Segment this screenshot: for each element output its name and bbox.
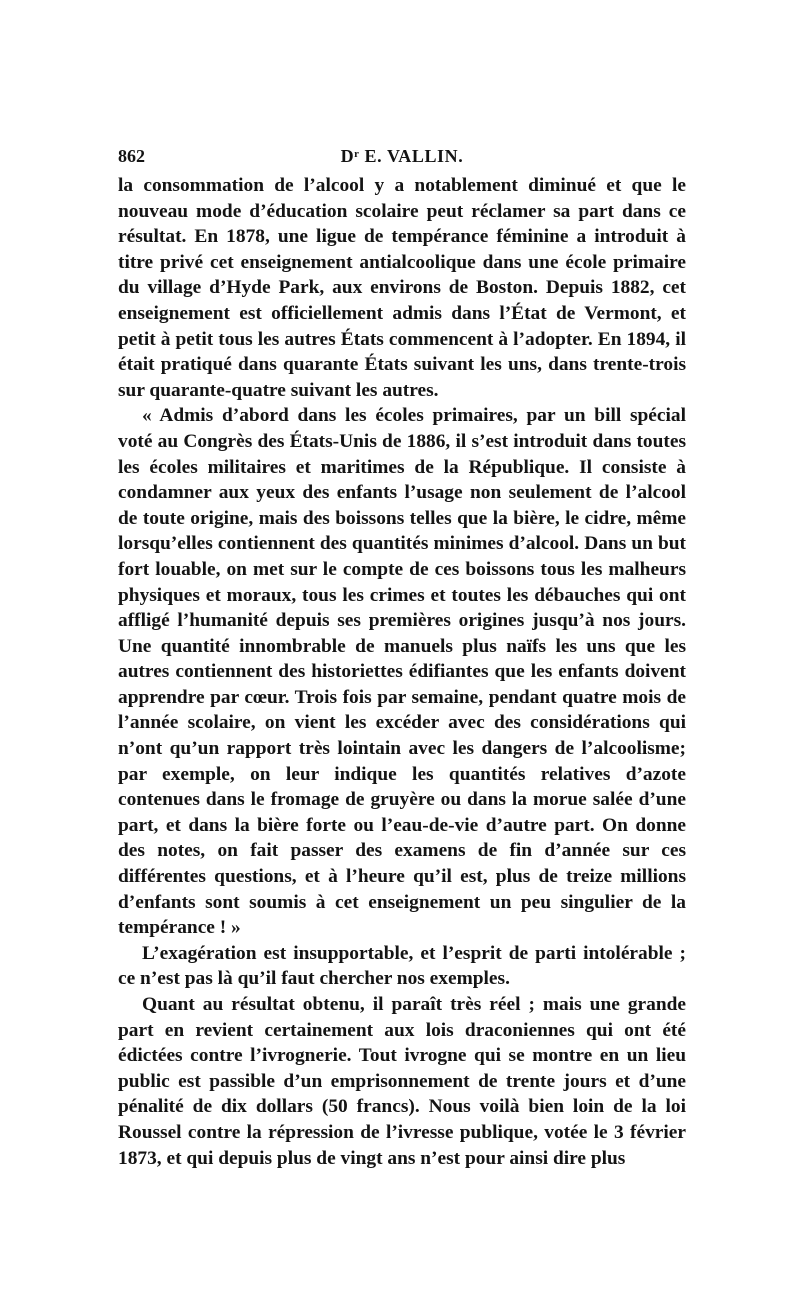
paragraph-result: Quant au résultat obtenu, il paraît très réel ; mais une grande part en revient certainement aux lois draconiennes qui ont été édictées contre l’ivrognerie. Tout ivrogne qui se montre en un lieu public est passible d’un emprisonnement de trente jours et d’une pénalité de dix dollars (50 francs). Nous voilà bien loin de la loi Roussel contre la répression de l’ivresse publique, votée le 3 février 1873, et qui depuis plus de vingt ans n’est pour ainsi dire plus bbox=[118, 994, 686, 1169]
page-number: 862 bbox=[118, 146, 145, 166]
body-text bbox=[118, 173, 686, 1171]
paragraph-exaggeration: L’exagération est insupportable, et l’esprit de parti intolérable ; ce n’est pas là qu’il faut chercher nos exemples. bbox=[118, 942, 686, 990]
paragraph-quotation: « Admis d’abord dans les écoles primaires, par un bill spécial voté au Congrès des États-Unis de 1886, il s’est introduit dans toutes les écoles militaires et maritimes de la République. Il consiste à condamner aux yeux des enfants l’usage non seulement de l’alcool de toute origine, mais des boissons telles que la bière, le cidre, même lorsqu’elles contiennent des quantités minimes d’alcool. Dans un but fort louable, on met sur le compte de ces boissons tous les malheurs physiques et moraux, tous les crimes et toutes les débauches qui ont affligé l’humanité depuis ses premières origines jusqu’à nos jours. Une quantité innombrable de manuels plus naïfs les uns que les autres contiennent des historiettes édifiantes que les enfants doivent apprendre par cœur. Trois fois par semaine, pendant quatre mois de l’année scolaire, on vient les excéder avec des considérations qui n’ont qu’un rapport très lointain avec les dangers de l’alcoolisme; par exemple, on leur indique les quantités relatives d’azote contenues dans le fromage de gruyère ou dans la morue salée d’une part, et dans la bière forte ou l’eau-de-vie d’autre part. On donne des notes, on fait passer des examens de fin d’année sur ces différentes questions, et à l’heure qu’il est, plus de treize millions d’enfants sont soumis à cet enseignement un peu singulier de la tempérance ! » bbox=[118, 405, 686, 939]
running-head bbox=[118, 144, 686, 170]
book-page bbox=[118, 144, 686, 1171]
running-title: Dʳ E. VALLIN. bbox=[340, 146, 464, 166]
paragraph-continued: la consommation de l’alcool y a notablement diminué et que le nouveau mode d’éducation scolaire peut réclamer sa part dans ce résultat. En 1878, une ligue de tempérance féminine a introduit à titre privé cet enseignement antialcoolique dans une école primaire du village d’Hyde Park, aux environs de Boston. Depuis 1882, cet enseignement est officiellement admis dans l’État de Vermont, et petit à petit tous les autres États commencent à l’adopter. En 1894, il était pratiqué dans quarante États suivant les uns, dans trente-trois sur quarante-quatre suivant les autres. bbox=[118, 175, 686, 401]
